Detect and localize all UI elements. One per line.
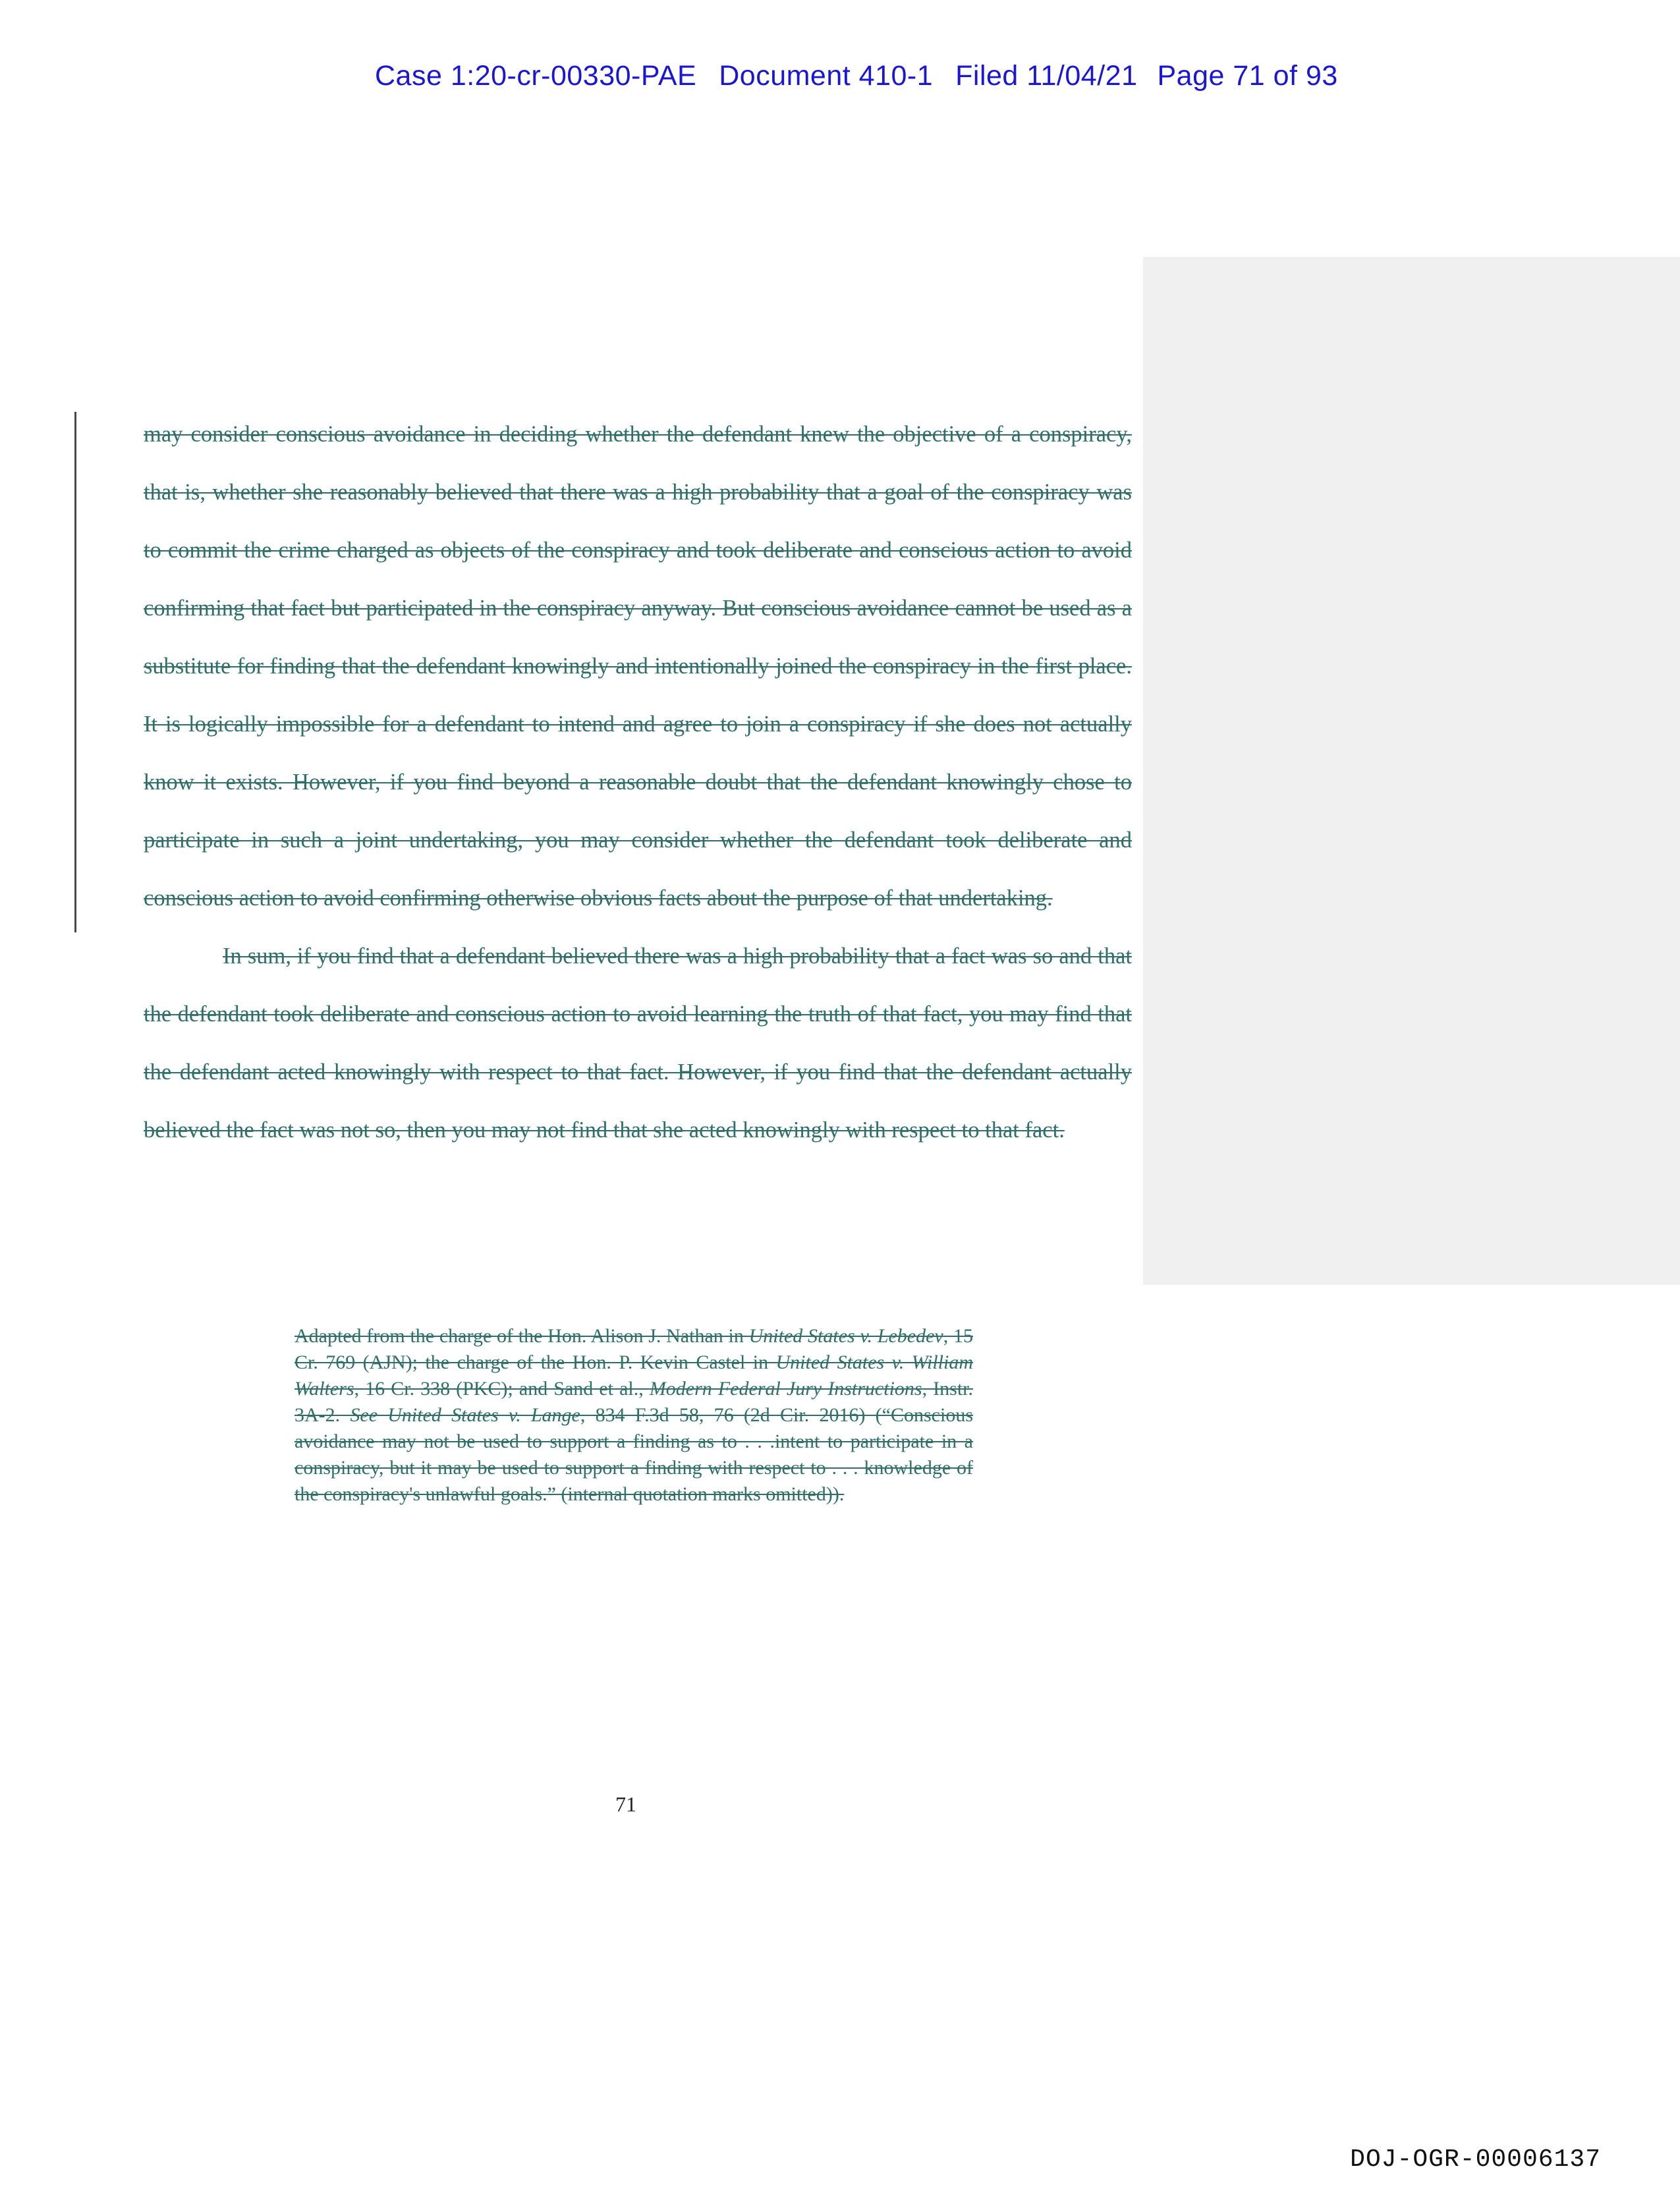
ecf-header-stamp [0,28,1680,125]
ecf-case-number: Case 1:20-cr-00330-PAE [375,60,697,92]
citation-case-lange: See United States v. Lange [350,1404,580,1426]
citation-case-lebedev: United States v. Lebedev [748,1325,943,1347]
page-number: 71 [615,1792,636,1816]
citation-treatise-sand: Modern Federal Jury Instructions [649,1378,922,1400]
scan-shadow-band [1143,257,1680,1285]
body-text [144,405,1132,1159]
citation-block [294,1323,973,1508]
citation-segment-5: , 16 Cr. 338 (PKC); and Sand et al., [354,1378,650,1400]
citation-segment-7: , Instr. 3A-2. [294,1378,974,1426]
bates-number: DOJ-OGR-00006137 [1350,2145,1601,2174]
ecf-page-of: Page 71 of 93 [1157,60,1338,92]
citation-segment-9: , 834 F.3d 58, 76 (2d Cir. 2016) (“Conscious avoidance may not be used to support a finding as to . . .intent to participate in a conspiracy, but it may be used to support a finding with respect to . . . knowledge of the conspiracy's unlawful goals.” (internal quotation marks omitted)). [294,1404,973,1505]
citation-segment-1: Adapted from the charge of the Hon. Alison J. Nathan in [294,1325,749,1347]
ecf-filed-date: Filed 11/04/21 [955,60,1138,92]
ecf-document-number: Document 410-1 [719,60,934,92]
paragraph-conscious-avoidance: may consider conscious avoidance in deciding whether the defendant knew the objective of a conspiracy, that is, whether she reasonably believed that there was a high probability that a goal of the conspiracy was to commit the crime charged as objects of the conspiracy and took deliberate and conscious action to avoid confirming that fact but participated in the conspiracy anyway. But conscious avoidance cannot be used as a substitute for finding that the defendant knowingly and intentionally joined the conspiracy in the first place. It is logically impossible for a defendant to intend and agree to join a conspiracy if she does not actually know it exists. However, if you find beyond a reasonable doubt that the defendant knowingly chose to participate in such a joint undertaking, you may consider whether the defendant took deliberate and conscious action to avoid confirming otherwise obvious facts about the purpose of that undertaking. [144,422,1132,911]
revision-change-bar [74,412,76,932]
citation-case-walters: United States v. William Walters [294,1351,973,1400]
citation-segment-3: , 15 Cr. 769 (AJN); the charge of the Hon. P. Kevin Castel in [294,1325,974,1373]
paragraph-in-sum: In sum, if you find that a defendant believed there was a high probability that a fact was so and that the defendant took deliberate and conscious action to avoid learning the truth of that fact, you may find that the defendant acted knowingly with respect to that fact. However, if you find that the defendant actually believed the fact was not so, then you may not find that she acted knowingly with respect to that fact. [144,944,1132,1143]
